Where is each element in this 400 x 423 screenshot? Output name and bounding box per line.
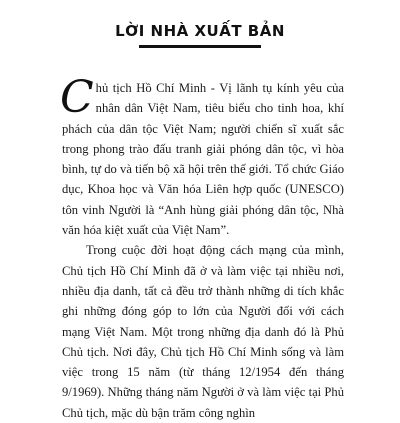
title-underline <box>139 45 261 48</box>
body-text <box>60 72 344 423</box>
paragraph-1 <box>60 72 344 240</box>
drop-cap-letter: C <box>60 72 94 123</box>
paragraph-2-text: Trong cuộc đời hoạt động cách mạng của mình, Chủ tịch Hồ Chí Minh đã ở và làm việc tại nhiều nơi, nhiều địa danh, tất cả đều trở thành những di tích khắc ghi những đóng góp to lớn của Người đối với cách mạng Việt Nam. Một trong những địa danh đó là Phủ Chủ tịch. Nơi đây, Chủ tịch Hồ Chí Minh sống và làm việc trong 15 năm (từ tháng 12/1954 đến tháng 9/1969). Những tháng năm Người ở và làm việc tại Phủ Chủ tịch, mặc dù bận trăm công nghìn <box>62 243 344 420</box>
paragraph-1-text: hủ tịch Hồ Chí Minh - Vị lãnh tụ kính yêu của nhân dân Việt Nam, tiêu biểu cho tinh hoa, khí phách của dân tộc Việt Nam; người chiến sĩ xuất sắc trong phong trào đấu tranh giải phóng dân tộc, vì hòa bình, tự do và tiến bộ xã hội trên thế giới. Tổ chức Giáo dục, Khoa học và Văn hóa Liên hợp quốc (UNESCO) tôn vinh Người là “Anh hùng giải phóng dân tộc, Nhà văn hóa kiệt xuất của Việt Nam”. <box>62 81 344 238</box>
paragraph-2 <box>62 240 344 423</box>
page-title: LỜI NHÀ XUẤT BẢN <box>115 22 285 40</box>
